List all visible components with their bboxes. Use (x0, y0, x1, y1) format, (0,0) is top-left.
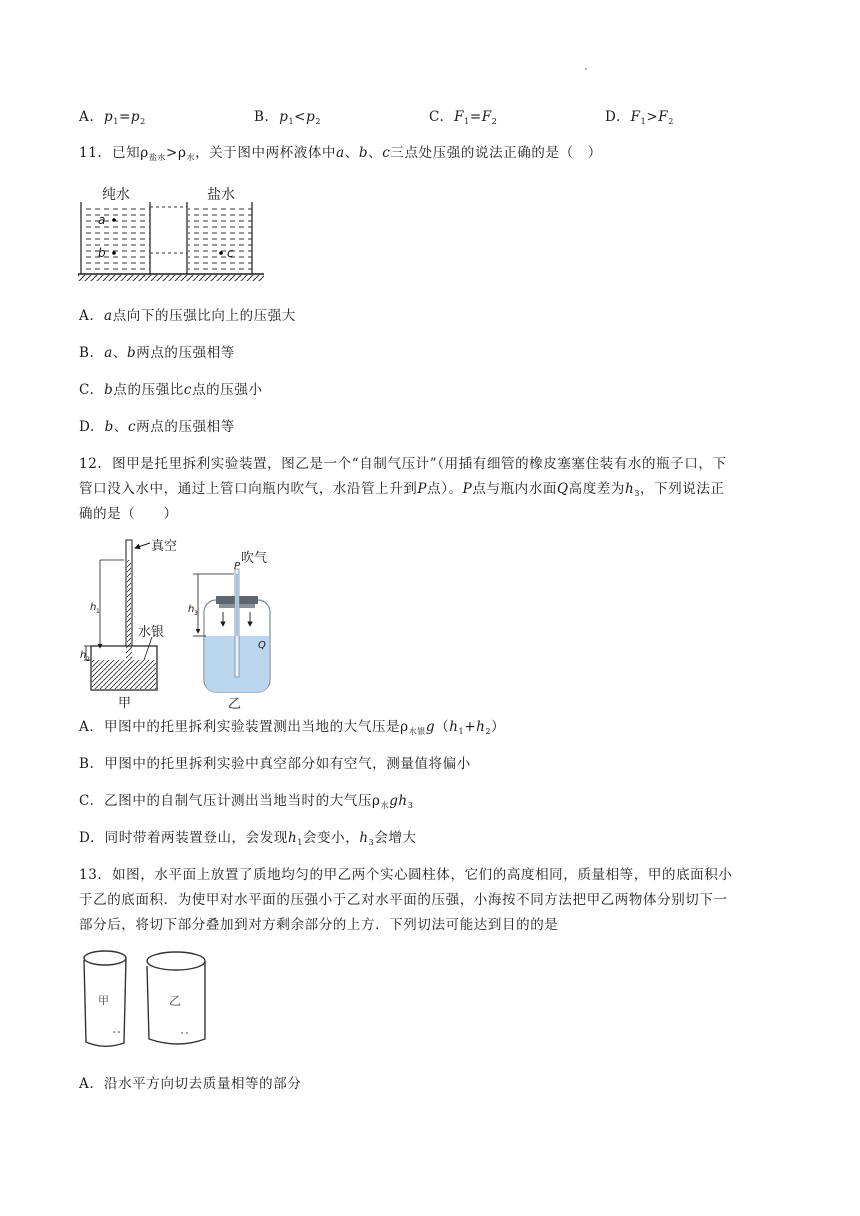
q11-beakers-figure (76, 182, 266, 284)
svg-text:h: h (188, 604, 195, 615)
svg-text:2: 2 (86, 656, 90, 663)
q10-option-c[interactable]: C. $F_1=F_2$ (429, 109, 498, 126)
label-vacuum: 真空 (151, 539, 178, 554)
q12-option-b[interactable]: B. 甲图中的托里拆利实验中真空部分如有空气，测量值将偏小 (79, 756, 471, 772)
q10-option-d[interactable]: D. $F_1>F_2$ (605, 109, 674, 126)
label-p: P (234, 561, 241, 572)
q13-cylinders-figure (80, 944, 220, 1052)
svg-text:乙: 乙 (169, 994, 182, 1008)
q11-option-c[interactable]: C. b点的压强比c点的压强小 (79, 382, 263, 398)
label-q: Q (258, 640, 266, 651)
q12-option-a[interactable]: A. 甲图中的托里拆利实验装置测出当地的大气压是$\rho_{水银}g(h_1+h_2)$ (79, 719, 506, 736)
salt-water-liquid (188, 207, 252, 274)
point-c: c (227, 246, 234, 260)
q11-option-b[interactable]: B. a、b两点的压强相等 (79, 345, 235, 361)
mercury-in-dish (92, 660, 156, 689)
svg-text:甲: 甲 (98, 994, 109, 1007)
q11-option-d[interactable]: D. b、c两点的压强相等 (79, 419, 235, 435)
label-salt-water: 盐水 (207, 187, 235, 203)
svg-text:h: h (90, 602, 97, 613)
q12-stem-line3: 确的是（ ） (79, 506, 178, 522)
pure-water-liquid (86, 207, 150, 274)
q12-stem-line1: 12. 图甲是托里拆利实验装置，图乙是一个“自制气压计”（用插有细管的橡皮塞塞住装有水的瓶子口，下 (79, 456, 727, 472)
q13-option-a[interactable]: A. 沿水平方向切去质量相等的部分 (79, 1076, 302, 1092)
svg-text:3: 3 (194, 610, 198, 617)
point-b: b (98, 246, 106, 260)
label-mercury: 水银 (138, 625, 165, 640)
q13-stem-line2: 于乙的底面积．为使甲对水平面的压强小于乙对水平面的压强，小海按不同方法把甲乙两物体分别切下一 (79, 892, 728, 908)
label-yi: 乙 (228, 697, 242, 712)
svg-text:h: h (80, 650, 87, 661)
label-jia: 甲 (118, 696, 132, 711)
stray-dot (585, 68, 587, 70)
q11-option-a[interactable]: A. a点向下的压强比向上的压强大 (79, 308, 297, 324)
q10-option-b[interactable]: B. $p_1<p_2$ (254, 109, 322, 126)
point-a: a (98, 213, 106, 227)
q12-option-c[interactable]: C. 乙图中的自制气压计测出当地当时的大气压$\rho_水gh_3$ (79, 793, 414, 810)
label-pure-water: 纯水 (102, 187, 130, 203)
label-blow: 吹气 (241, 551, 268, 566)
ground-hatch (78, 275, 264, 281)
q12-barometer-figure (78, 536, 278, 712)
svg-text:1: 1 (96, 608, 100, 615)
q10-option-a[interactable]: A. $p_1=p_2$ (79, 109, 146, 126)
q11-stem: 11. 已知$\rho_{盐水}>\rho_水$，关于图中两杯液体中a、b、c三点处压强的说法正确的是（ ） (79, 145, 602, 162)
q12-option-d[interactable]: D. 同时带着两装置登山，会发现$h_1$会变小，$h_3$会增大 (79, 830, 417, 847)
q12-stem-line2: 管口没入水中，通过上管口向瓶内吹气，水沿管上升到P点）。P点与瓶内水面Q高度差为$h_3$，下列说法正 (79, 481, 725, 498)
q13-stem-line1: 13. 如图，水平面上放置了质地均匀的甲乙两个实心圆柱体，它们的高度相同，质量相等，甲的底面积小 (79, 867, 733, 883)
q13-stem-line3: 部分后，将切下部分叠加到对方剩余部分的上方．下列切法可能达到目的的是 (79, 917, 559, 933)
